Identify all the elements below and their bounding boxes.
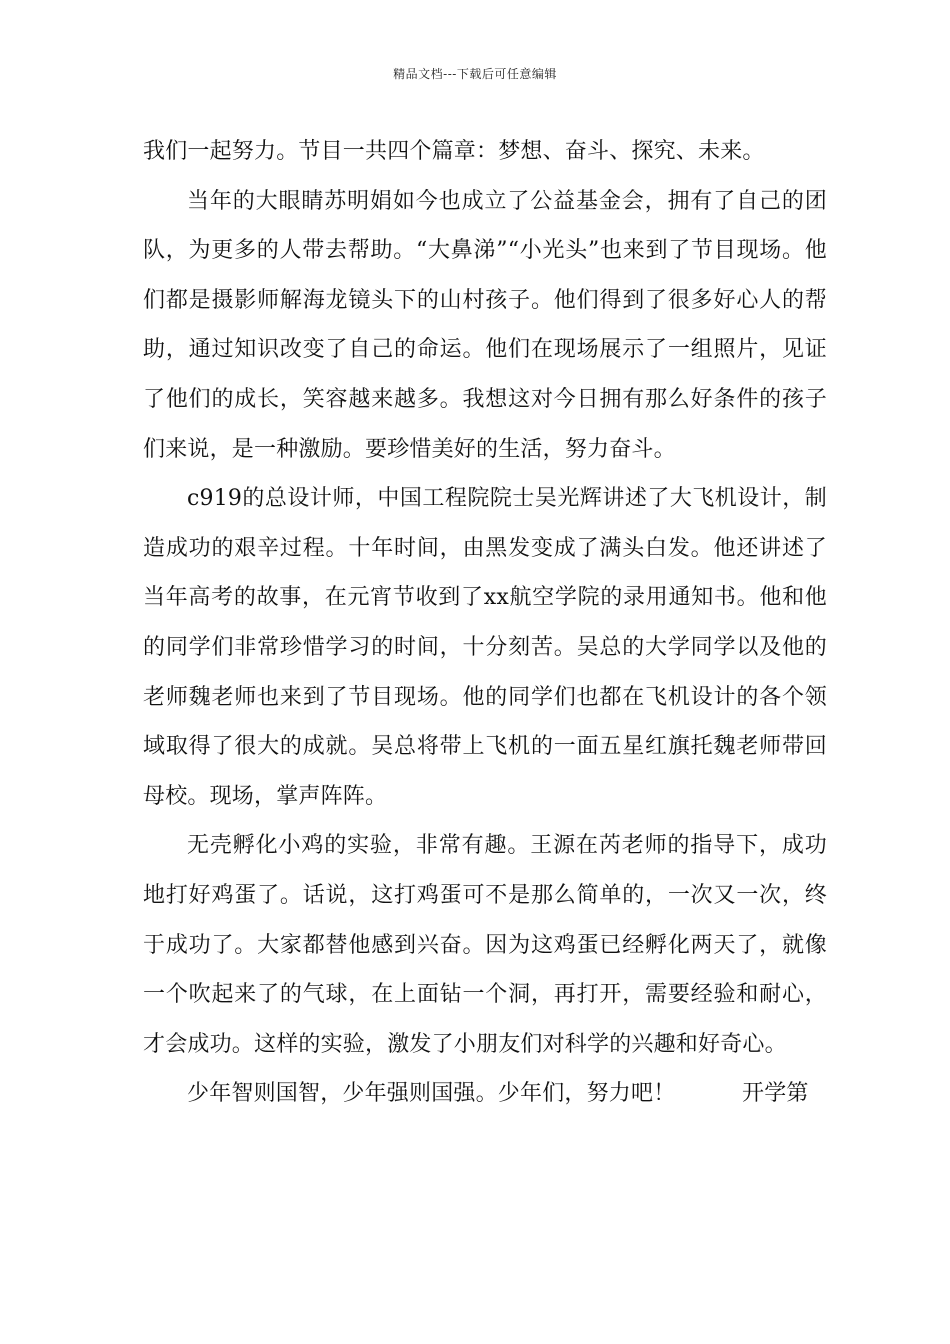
paragraph-c919: c919的总设计师，中国工程院院士吴光辉讲述了大飞机设计，制造成功的艰辛过程。十年时间，由黑发变成了满头白发。他还讲述了当年高考的故事，在元宵节收到了xx航空学院的录用通知书。他和他的同学们非常珍惜学习的时间，十分刻苦。吴总的大学同学以及他的老师魏老师也来到了节目现场。他的同学们也都在飞机设计的各个领域取得了很大的成就。吴总将带上飞机的一面五星红旗托魏老师带回母校。现场，掌声阵阵。 [143,486,827,809]
document-body [143,127,827,1119]
paragraph-closing: 少年智则国智，少年强则国强。少年们，努力吧！ 开学第 [187,1081,809,1107]
paragraph-intro: 我们一起努力。节目一共四个篇章：梦想、奋斗、探究、未来。 [143,139,765,164]
paragraph-chick-experiment: 无壳孵化小鸡的实验，非常有趣。王源在芮老师的指导下，成功地打好鸡蛋了。话说，这打鸡蛋可不是那么简单的，一次又一次，终于成功了。大家都替他感到兴奋。因为这鸡蛋已经孵化两天了，就像一个吹起来了的气球，在上面钻一个洞，再打开，需要经验和耐心，才会成功。这样的实验，激发了小朋友们对科学的兴趣和好奇心。 [143,833,827,1057]
paragraph-su-mingjuan: 当年的大眼睛苏明娟如今也成立了公益基金会，拥有了自己的团队，为更多的人带去帮助。“大鼻涕”“小光头”也来到了节目现场。他们都是摄影师解海龙镜头下的山村孩子。他们得到了很多好心人的帮助，通过知识改变了自己的命运。他们在现场展示了一组照片，见证了他们的成长，笑容越来越多。我想这对今日拥有那么好条件的孩子们来说，是一种激励。要珍惜美好的生活，努力奋斗。 [143,188,827,462]
page-header: 精品文档---下载后可任意编辑 [393,67,557,81]
